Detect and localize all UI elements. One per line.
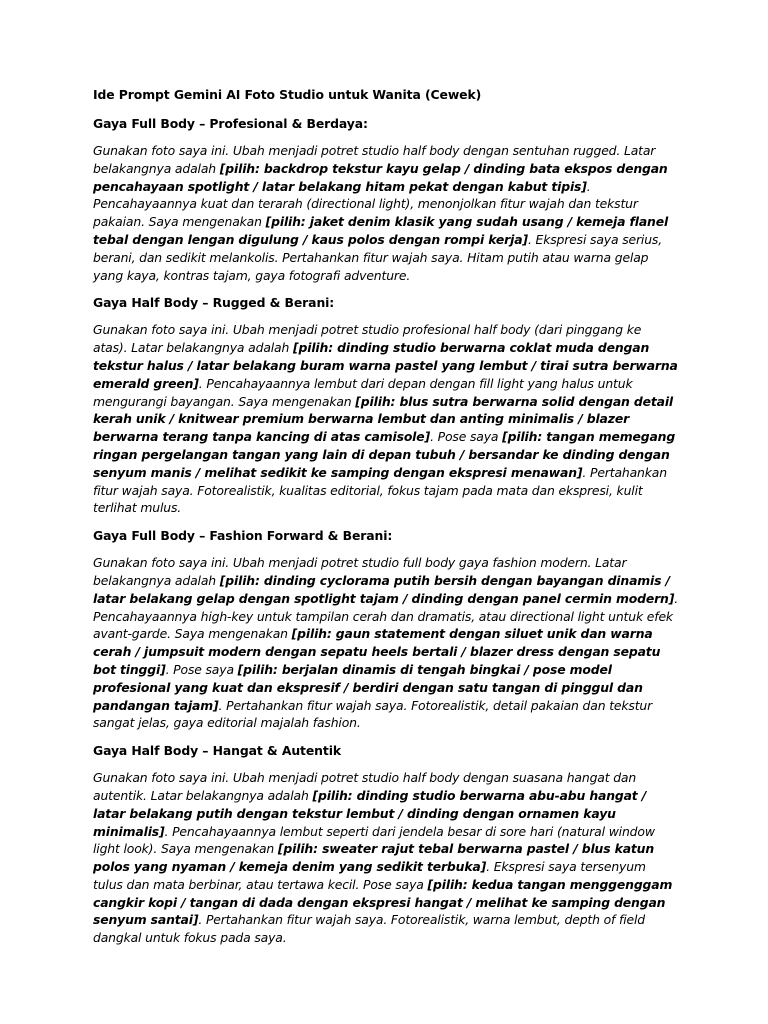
paragraph-text: . Pertahankan fitur wajah saya. Fotorealistik, detail pakaian dan tekstur sangat jelas, gaya editorial majalah fashion. (93, 697, 653, 731)
paragraph-text: Gunakan foto saya ini. Ubah menjadi potret studio half body dengan suasana hangat dan autentik. Latar belakangnya adalah (93, 770, 637, 803)
paragraph-option-text: [pilih: gaun statement dengan siluet unik dan warna cerah / jumpsuit modern dengan sepatu heels bertali / blazer dress dengan sepatu bot tinggi] (93, 626, 661, 677)
paragraph-text: Gunakan foto saya ini. Ubah menjadi potret studio full body gaya fashion modern. Latar belakangnya adalah (93, 555, 627, 588)
paragraph-text: . Pencahayaannya high-key untuk tampilan cerah dan dramatis, atau directional light untuk efek avant-garde. Saya mengenakan (93, 590, 679, 642)
section-1 (93, 115, 678, 284)
section-paragraph (93, 769, 678, 947)
paragraph-text: . Pencahayaannya lembut seperti dari jendela besar di sore hari (natural window light look). Saya mengenakan (93, 823, 655, 857)
paragraph-option-text: [pilih: blus sutra berwarna solid dengan detail kerah unik / knitwear premium berwarna lembut dan anting minimalis / blazer berwarna terang tanpa kancing di atas camisole] (93, 393, 674, 445)
section-4 (93, 742, 678, 947)
paragraph-option-text: [pilih: berjalan dinamis di tengah bingkai / pose model profesional yang kuat dan ekspresif / berdiri dengan satu tangan di pinggul dan pandangan tajam] (93, 661, 643, 713)
document-page (93, 86, 678, 957)
paragraph-option-text: [pilih: dinding studio berwarna abu-abu hangat / latar belakang putih dengan tekstur lembut / dinding dengan ornamen kayu minimalis] (93, 787, 647, 839)
paragraph-text: . Ekspresi saya serius, berani, dan sedikit melankolis. Pertahankan fitur wajah saya. Hitam putih atau warna gelap yang kaya, kontras tajam, gaya fotografi adventure. (93, 231, 663, 283)
section-paragraph (93, 321, 678, 517)
document-title: Ide Prompt Gemini AI Foto Studio untuk Wanita (Cewek) (93, 87, 482, 102)
paragraph-option-text: [pilih: dinding cyclorama putih bersih dengan bayangan dinamis / latar belakang gelap dengan spotlight tajam / dinding dengan panel cermin modern] (93, 572, 675, 606)
paragraph-option-text: [pilih: dinding studio berwarna coklat muda dengan tekstur halus / latar belakang buram warna pastel yang lembut / tirai sutra berwarna emerald green] (93, 340, 678, 391)
section-heading: Gaya Half Body – Hangat & Autentik (93, 743, 342, 759)
paragraph-text: . Pertahankan fitur wajah saya. Fotorealistik, kualitas editorial, fokus tajam pada mata dan ekspresi, kulit terlihat mulus. (93, 464, 667, 516)
paragraph-option-text: [pilih: tangan memegang ringan pergelangan tangan yang lain di depan tubuh / bersandar ke dinding dengan senyum manis / melihat sedikit ke samping dengan ekspresi menawan] (93, 429, 676, 480)
section-heading: Gaya Half Body – Rugged & Berani: (93, 295, 335, 311)
paragraph-option-text: [pilih: backdrop tekstur kayu gelap / dinding bata ekspos dengan pencahayaan spotlight / latar belakang hitam pekat dengan kabut tipis] (93, 160, 668, 194)
section-heading: Gaya Full Body – Fashion Forward & Berani: (93, 528, 393, 544)
section-heading: Gaya Full Body – Profesional & Berdaya: (93, 116, 368, 131)
section-3 (93, 527, 678, 732)
paragraph-option-text: [pilih: jaket denim klasik yang sudah usang / kemeja flanel tebal dengan lengan digulung / kaus polos dengan rompi kerja] (93, 214, 669, 247)
section-paragraph (93, 142, 678, 284)
paragraph-text: Gunakan foto saya ini. Ubah menjadi potret studio half body dengan sentuhan rugged. Latar belakangnya adalah (93, 143, 656, 176)
section-paragraph (93, 554, 678, 732)
paragraph-text: . Pose saya (430, 429, 503, 445)
paragraph-text: . Ekspresi saya tersenyum tulus dan mata berbinar, atau tertawa kecil. Pose saya (93, 859, 646, 892)
paragraph-text: . Pencahayaannya lembut dari depan dengan fill light yang halus untuk mengurangi bayangan. Saya mengenakan (93, 375, 633, 409)
paragraph-text: . Pose saya (165, 661, 238, 677)
paragraph-option-text: [pilih: sweater rajut tebal berwarna pastel / blus katun polos yang nyaman / kemeja denim yang sedikit terbuka] (93, 841, 655, 875)
paragraph-text: . Pertahankan fitur wajah saya. Fotorealistik, warna lembut, depth of field dangkal untuk fokus pada saya. (93, 912, 646, 946)
paragraph-text: Gunakan foto saya ini. Ubah menjadi potret studio profesional half body (dari pinggang ke atas). Latar belakangnya adalah (93, 322, 642, 356)
paragraph-text: . Pencahayaannya kuat dan terarah (directional light), menonjolkan fitur wajah dan tekstur pakaian. Saya mengenakan (93, 178, 638, 230)
paragraph-option-text: [pilih: kedua tangan menggenggam cangkir kopi / tangan di dada dengan ekspresi hangat / melihat ke samping dengan senyum santai] (93, 876, 673, 928)
section-2 (93, 294, 678, 517)
